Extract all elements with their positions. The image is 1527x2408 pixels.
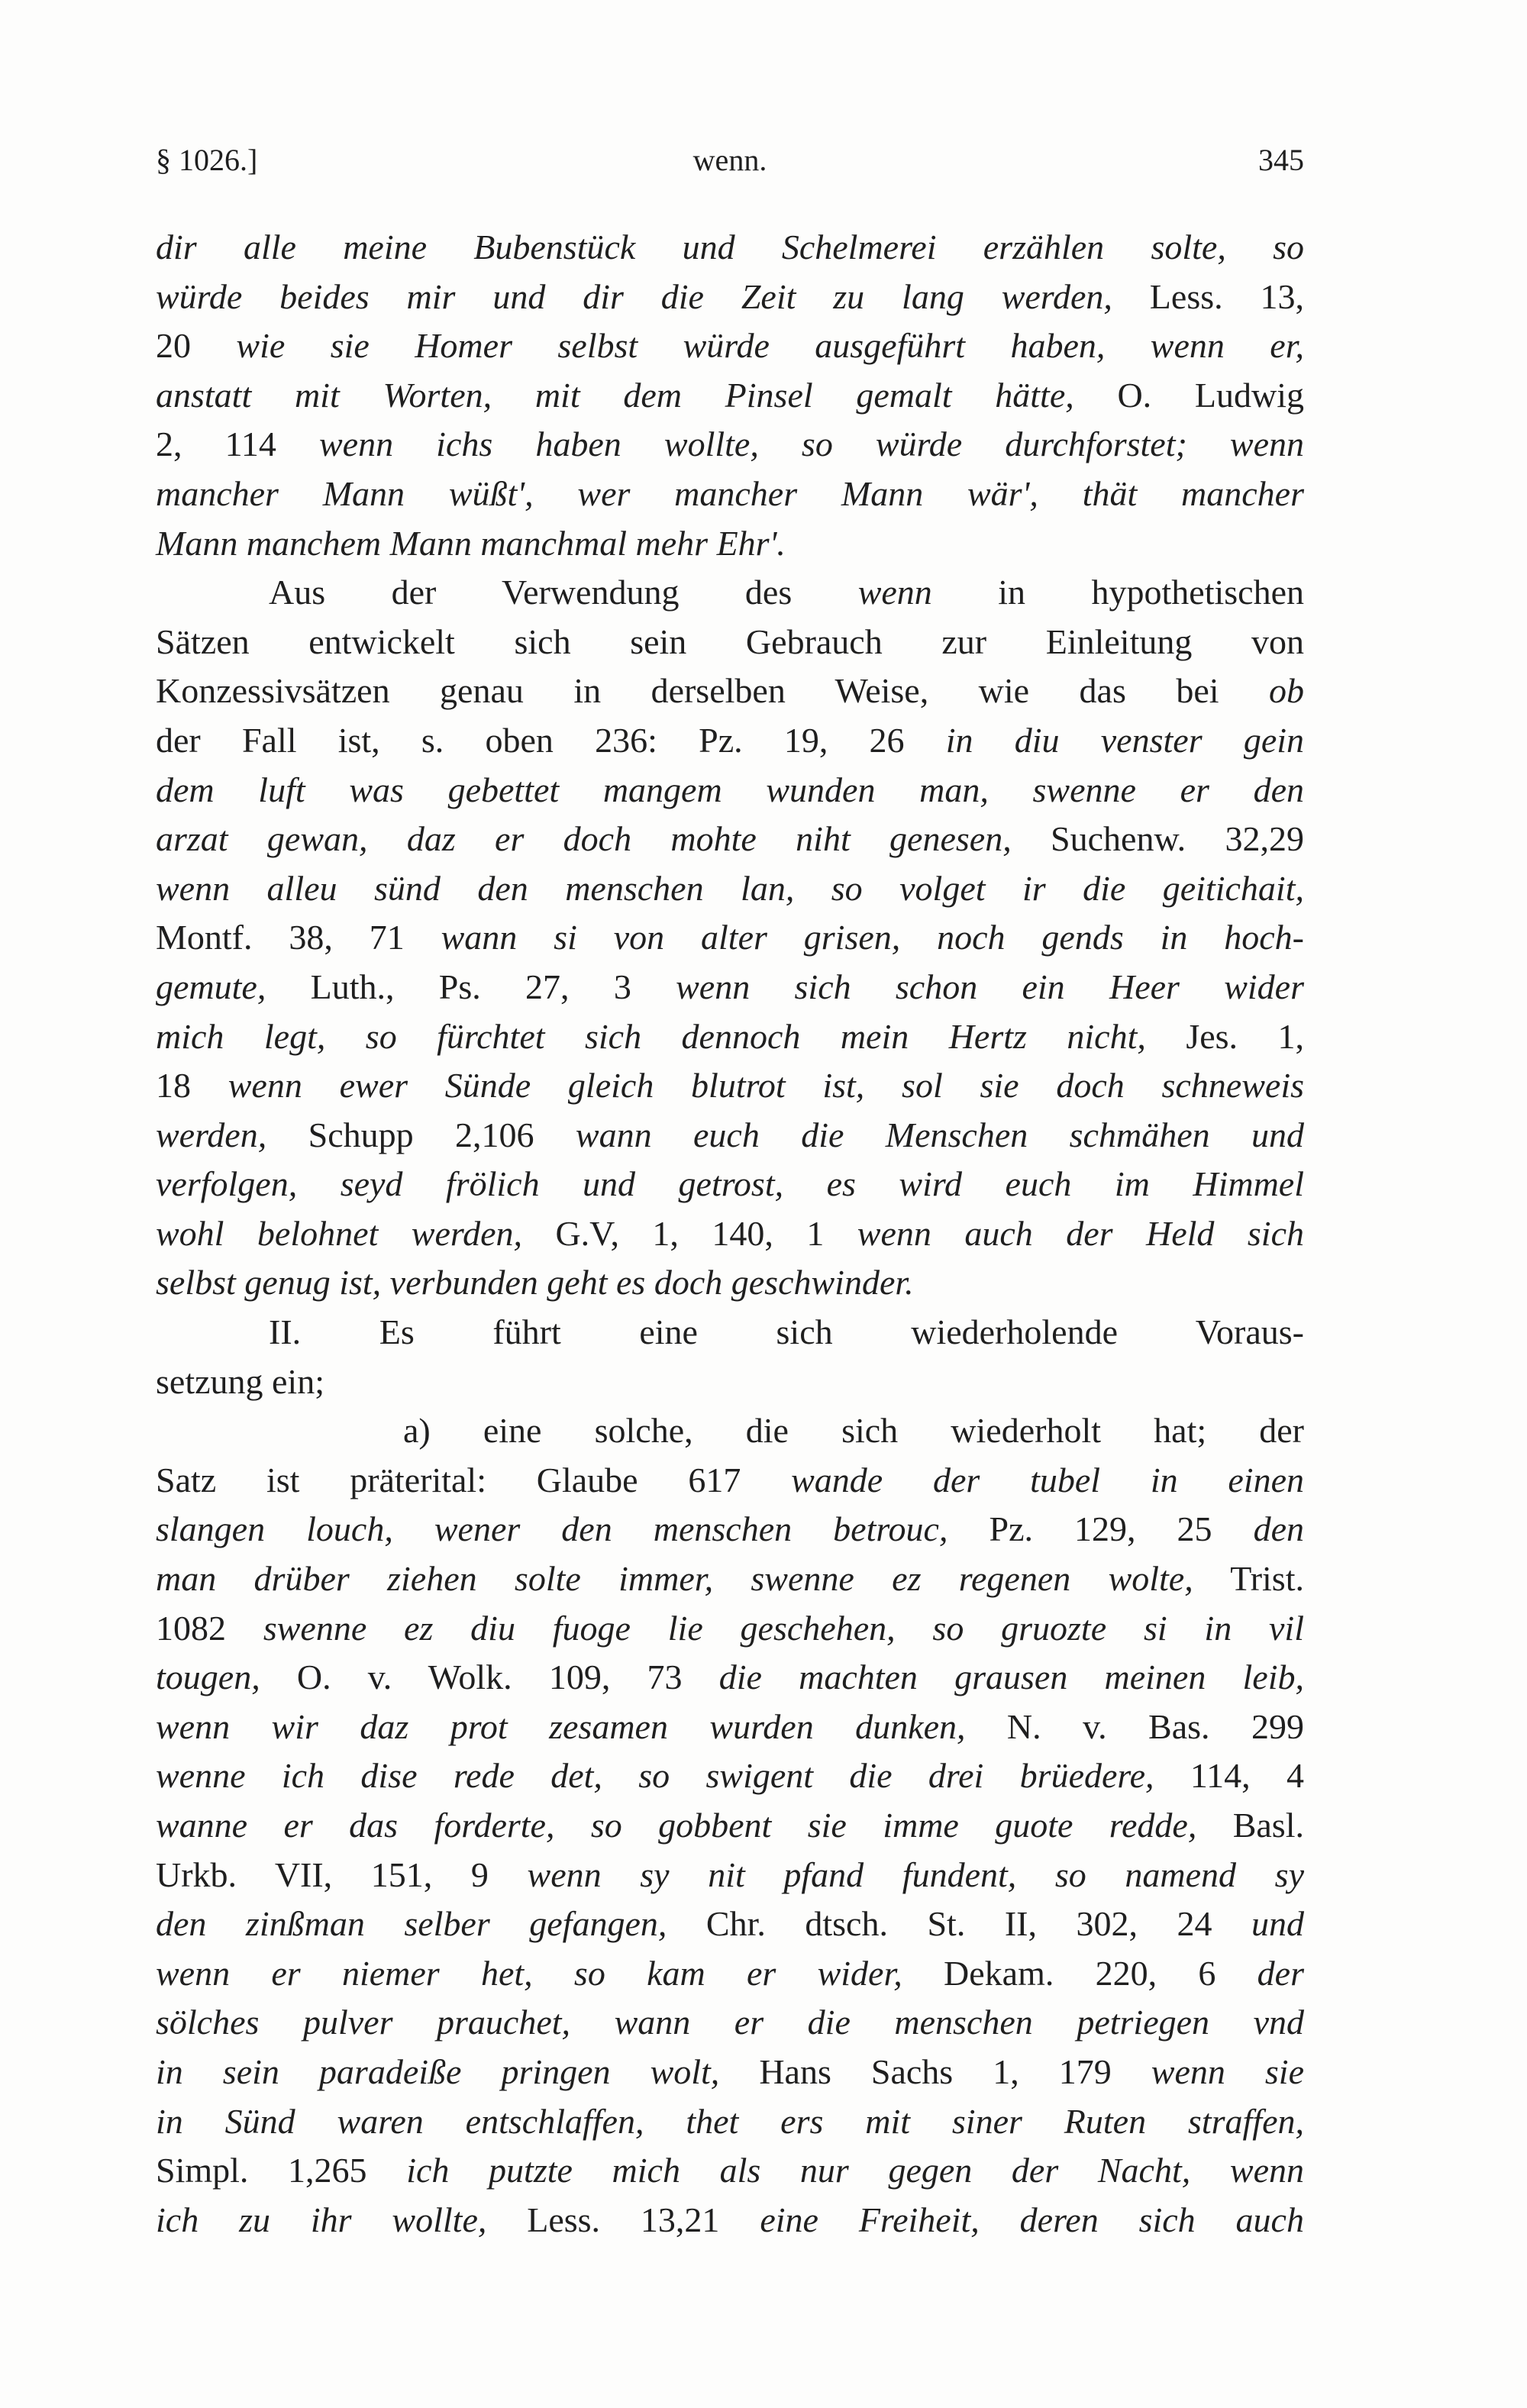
text-line [156, 1751, 1304, 1801]
roman-text: in hypothetischen [931, 573, 1304, 612]
italic-text: slangen louch, wener den menschen betrouc, [156, 1509, 948, 1549]
italic-text: wenne ich dise rede det, so swigent die drei brüedere, [156, 1756, 1154, 1796]
roman-text: G.V, 1, 140, 1 [521, 1213, 857, 1253]
text-line [156, 1308, 1304, 1357]
text-line [156, 667, 1304, 716]
text-line [156, 1357, 1304, 1407]
text-line [156, 1851, 1304, 1900]
text-line [156, 2196, 1304, 2245]
text-line [156, 2146, 1304, 2196]
italic-text: ich putzte mich als nur gegen der Nacht, wenn [406, 2151, 1304, 2190]
text-line [156, 568, 1304, 618]
text-line [156, 716, 1304, 766]
roman-text: N. v. Bas. 299 [965, 1706, 1304, 1746]
body-text [156, 223, 1304, 2245]
italic-text: ob [1269, 671, 1304, 711]
italic-text: wande der tubel in einen [791, 1460, 1304, 1499]
roman-text: Konzessivsätzen genau in derselben Weise, wie das bei [156, 671, 1269, 711]
italic-text: arzat gewan, daz er doch mohte niht genesen, [156, 819, 1012, 859]
italic-text: ich zu ihr wollte, [156, 2200, 487, 2239]
italic-text: der [1257, 1953, 1304, 1993]
italic-text: sölches pulver prauchet, wann er die menschen petriegen vnd [156, 2003, 1304, 2042]
text-line [156, 420, 1304, 470]
roman-text: Pz. 129, 25 [948, 1509, 1254, 1549]
italic-text: wenn er niemer het, so kam er wider, [156, 1953, 902, 1993]
italic-text: selbst genug ist, verbunden geht es doch geschwinder. [156, 1263, 914, 1302]
text-line [156, 321, 1304, 371]
italic-text: wenn alleu sünd den menschen lan, so volget ir die geitichait, [156, 868, 1304, 908]
italic-text: die machten grausen meinen leib, [718, 1658, 1305, 1697]
roman-text: Simpl. 1,265 [156, 2151, 407, 2190]
roman-text: der Fall ist, s. oben 236: Pz. 19, 26 [156, 720, 946, 760]
italic-text: wie sie Homer selbst würde ausgeführt haben, wenn er, [236, 326, 1305, 366]
text-line [156, 371, 1304, 421]
text-line [156, 1653, 1304, 1703]
italic-text: wenn [857, 573, 932, 612]
text-line [156, 1554, 1304, 1604]
text-line [156, 1703, 1304, 1752]
roman-text: Hans Sachs 1, 179 [719, 2051, 1151, 2091]
roman-text: Urkb. VII, 151, 9 [156, 1854, 528, 1894]
roman-text: Suchenw. 32,29 [1011, 819, 1304, 859]
text-line [156, 1998, 1304, 2048]
page-number: 345 [1258, 143, 1304, 177]
roman-text: Chr. dtsch. St. II, 302, 24 [667, 1904, 1251, 1944]
text-line [156, 913, 1304, 963]
text-line [156, 1061, 1304, 1111]
text-line [156, 1505, 1304, 1554]
text-line [156, 273, 1304, 322]
text-line [156, 1406, 1304, 1456]
italic-text: verfolgen, seyd frölich und getrost, es wird euch im Himmel [156, 1164, 1304, 1204]
roman-text: 18 [156, 1066, 228, 1106]
roman-text: Schupp 2,106 [266, 1115, 576, 1154]
roman-text: setzung ein; [156, 1361, 324, 1401]
text-line [156, 1258, 1304, 1308]
italic-text: wenn ichs haben wollte, so würde durchforstet; wenn [318, 424, 1304, 464]
text-line [156, 1949, 1304, 1999]
italic-text: den zinßman selber gefangen, [156, 1904, 667, 1944]
text-line [156, 1209, 1304, 1259]
italic-text: man drüber ziehen solte immer, swenne ez regenen wolte, [156, 1559, 1193, 1599]
roman-text: O. Ludwig [1073, 375, 1304, 415]
italic-text: wenn sich schon ein Heer wider [676, 967, 1304, 1006]
italic-text: wann si von alter grisen, noch gends in hoch- [441, 918, 1305, 957]
roman-text: Montf. 38, 71 [156, 918, 441, 957]
roman-text: II. Es führt eine sich wiederholende Voraus- [269, 1312, 1304, 1352]
text-line [156, 2048, 1304, 2097]
text-line [156, 864, 1304, 914]
italic-text: mancher Mann wüßt', wer mancher Mann wär', thät mancher [156, 473, 1304, 513]
text-line [156, 1604, 1304, 1654]
roman-text: a) eine solche, die sich wiederholt hat; der [403, 1411, 1304, 1451]
text-line [156, 2097, 1304, 2147]
italic-text: wenn wir daz prot zesamen wurden dunken, [156, 1706, 966, 1746]
roman-text: 114, 4 [1154, 1756, 1304, 1796]
text-line [156, 470, 1304, 519]
italic-text: würde beides mir und dir die Zeit zu lang werden, [156, 276, 1112, 316]
italic-text: eine Freiheit, deren sich auch [760, 2200, 1304, 2239]
italic-text: in sein paradeiße pringen wolt, [156, 2051, 720, 2091]
text-line [156, 963, 1304, 1012]
text-line [156, 1012, 1304, 1062]
roman-text: 20 [156, 326, 237, 366]
text-line [156, 223, 1304, 273]
roman-text: Less. 13, [1112, 276, 1304, 316]
italic-text: mich legt, so fürchtet sich dennoch mein Hertz nicht, [156, 1016, 1146, 1056]
italic-text: wenn sie [1151, 2051, 1304, 2091]
roman-text: Satz ist präterital: Glaube 617 [156, 1460, 792, 1499]
italic-text: wenn auch der Held sich [857, 1213, 1304, 1253]
italic-text: und [1251, 1904, 1304, 1944]
roman-text: Less. 13,21 [486, 2200, 760, 2239]
text-line [156, 1160, 1304, 1209]
text-line [156, 766, 1304, 815]
italic-text: den [1253, 1509, 1305, 1549]
text-line [156, 618, 1304, 667]
roman-text: Basl. [1196, 1806, 1304, 1845]
roman-text: 1082 [156, 1608, 263, 1648]
italic-text: wohl belohnet werden, [156, 1213, 522, 1253]
section-number: § 1026.] [156, 143, 258, 177]
italic-text: in diu venster gein [945, 720, 1305, 760]
italic-text: wanne er das forderte, so gobbent sie imme guote redde, [156, 1806, 1197, 1845]
italic-text: werden, [156, 1115, 267, 1154]
running-title: wenn. [692, 143, 767, 177]
italic-text: dir alle meine Bubenstück und Schelmerei erzählen solte, so [156, 228, 1304, 266]
roman-text: Dekam. 220, 6 [902, 1953, 1257, 1993]
roman-text: Trist. [1193, 1559, 1304, 1599]
text-line [156, 1111, 1304, 1160]
italic-text: wann euch die Menschen schmähen und [575, 1115, 1305, 1154]
roman-text: Luth., Ps. 27, 3 [266, 967, 676, 1006]
roman-text: Jes. 1, [1145, 1016, 1304, 1056]
italic-text: anstatt mit Worten, mit dem Pinsel gemalt hätte, [156, 375, 1074, 415]
text-line [156, 815, 1304, 864]
roman-text: 2, 114 [156, 424, 319, 464]
italic-text: gemute, [156, 967, 266, 1006]
italic-text: swenne ez diu fuoge lie geschehen, so gruozte si in vil [263, 1608, 1304, 1648]
italic-text: wenn sy nit pfand fundent, so namend sy [527, 1854, 1304, 1894]
roman-text: O. v. Wolk. 109, 73 [260, 1658, 719, 1697]
roman-text: Sätzen entwickelt sich sein Gebrauch zur Einleitung von [156, 621, 1304, 661]
italic-text: in Sünd waren entschlaffen, thet ers mit siner Ruten straffen, [156, 2101, 1304, 2141]
text-line [156, 1456, 1304, 1506]
italic-text: dem luft was gebettet mangem wunden man, swenne er den [156, 770, 1304, 809]
italic-text: wenn ewer Sünde gleich blutrot ist, sol sie doch schneweis [228, 1066, 1304, 1106]
text-line [156, 519, 1304, 569]
running-head [156, 137, 1304, 183]
roman-text: Aus der Verwendung des [269, 573, 858, 612]
italic-text: Mann manchem Mann manchmal mehr Ehr'. [156, 523, 786, 563]
text-line [156, 1900, 1304, 1949]
italic-text: tougen, [156, 1658, 260, 1697]
text-line [156, 1801, 1304, 1851]
